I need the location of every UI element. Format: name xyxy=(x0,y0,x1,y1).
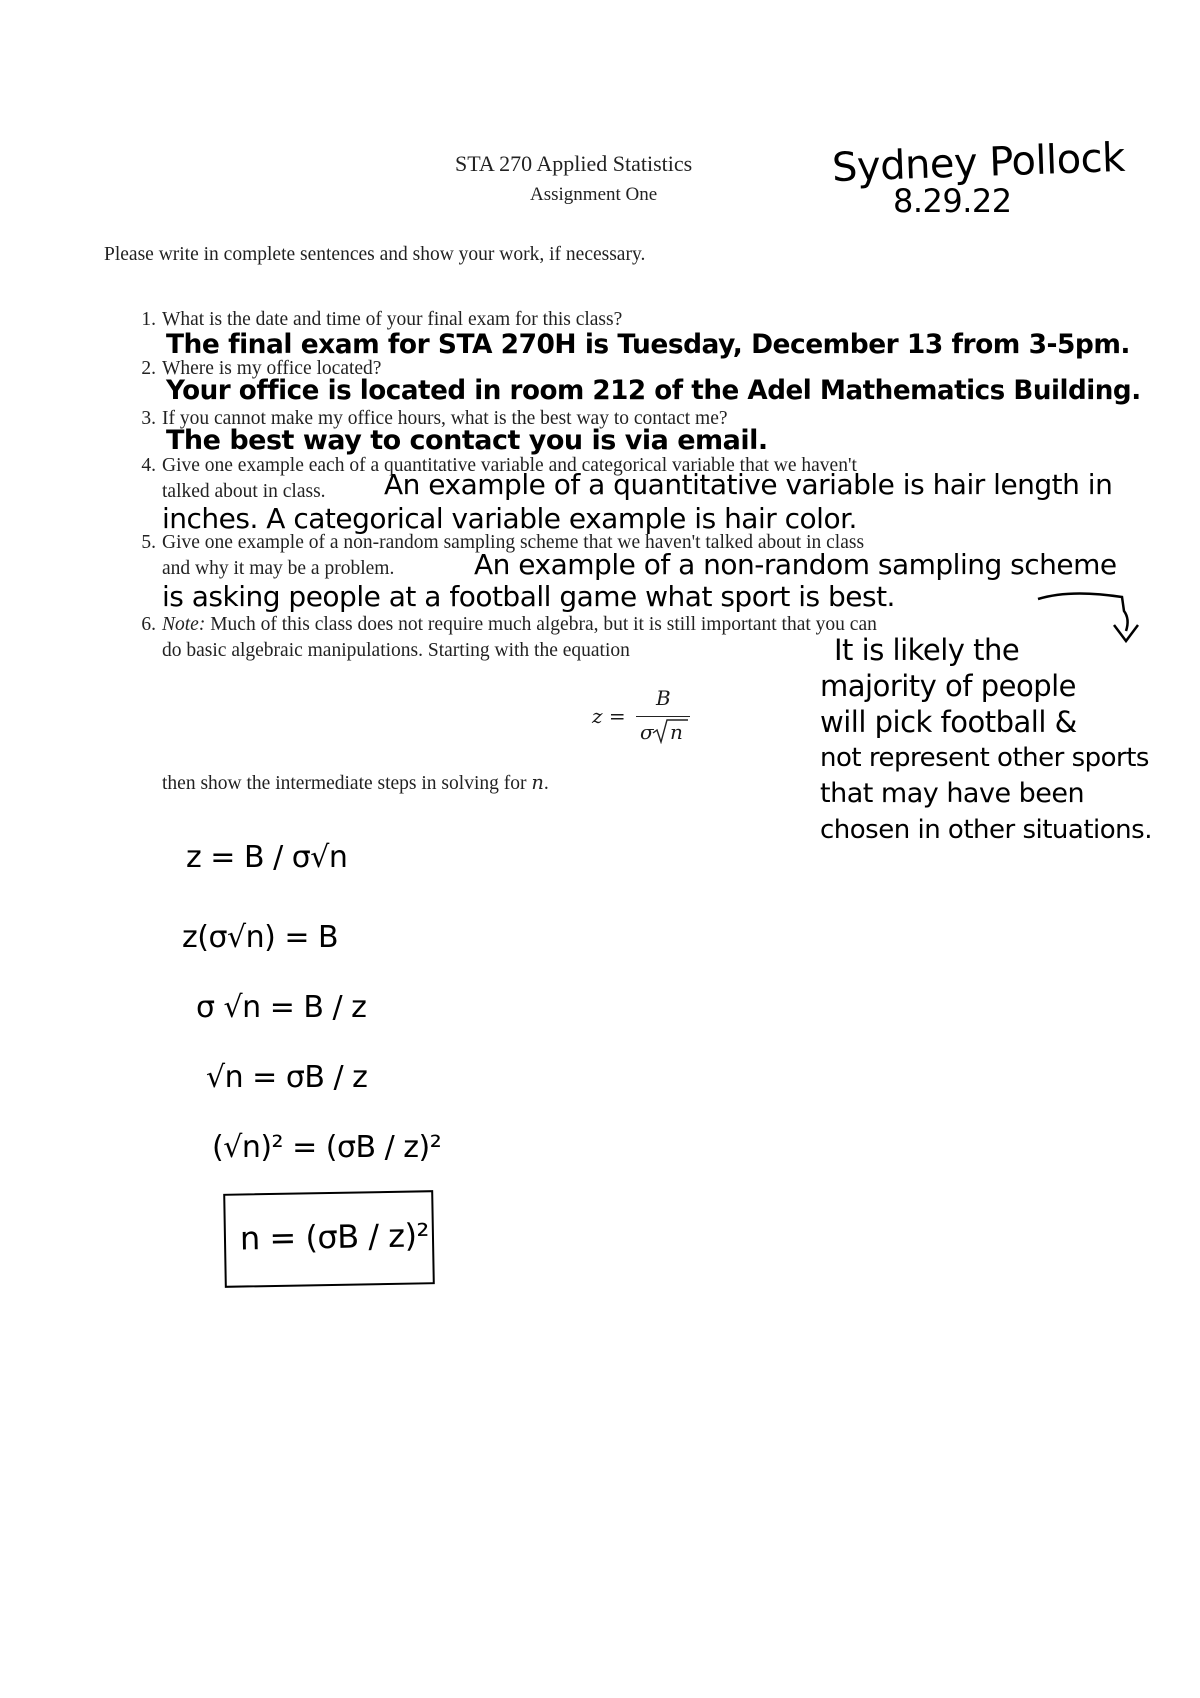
question-number: 1. xyxy=(141,309,156,330)
side-answer-line: that may have been xyxy=(820,778,1085,809)
question-text: talked about in class. xyxy=(162,481,326,502)
course-title: STA 270 Applied Statistics xyxy=(455,151,693,176)
side-answer-line: will pick football & xyxy=(820,705,1077,739)
equation-lhs: z = xyxy=(592,704,626,728)
equation-denominator-n: n xyxy=(670,720,683,744)
question-text: If you cannot make my office hours, what is the best way to contact me? xyxy=(162,408,728,429)
answer-1: The final exam for STA 270H is Tuesday, December 13 from 3-5pm. xyxy=(166,329,1130,360)
assignment-subtitle: Assignment One xyxy=(530,184,658,205)
question-text: Much of this class does not require much algebra, but it is still important that you can xyxy=(210,614,877,635)
question-text: Give one example each of a quantitative variable and categorical variable that we haven't xyxy=(162,455,857,476)
final-answer-box xyxy=(223,1190,435,1288)
question-text: do basic algebraic manipulations. Starting with the equation xyxy=(162,640,630,661)
question-text: and why it may be a problem. xyxy=(162,558,395,579)
side-answer-line: not represent other sports xyxy=(820,743,1149,773)
question-text: What is the date and time of your final exam for this class? xyxy=(162,309,623,330)
question-number: 4. xyxy=(141,455,156,476)
answer-4-line-1: An example of a quantitative variable is hair length in xyxy=(384,468,1113,501)
answer-5-line-2: is asking people at a football game what sport is best. xyxy=(162,580,895,613)
equation-numerator: B xyxy=(656,686,671,710)
work-step-4: √n = σB / z xyxy=(206,1060,368,1095)
question-number: 5. xyxy=(141,532,156,553)
work-step-5: (√n)² = (σB / z)² xyxy=(212,1130,442,1165)
side-answer-line: chosen in other situations. xyxy=(820,815,1152,845)
question-6-continuation: then show the intermediate steps in solving for n. xyxy=(162,771,549,794)
question-number: 3. xyxy=(141,408,156,429)
side-answer-line: majority of people xyxy=(820,669,1077,703)
equation-denominator-sigma: σ xyxy=(640,720,654,744)
work-step-3: σ √n = B / z xyxy=(196,990,367,1025)
work-step-2: z(σ√n) = B xyxy=(182,920,339,955)
answer-3: The best way to contact you is via email. xyxy=(166,425,768,456)
question-text: Give one example of a non-random sampling scheme that we haven't talked about in class xyxy=(162,532,865,553)
fraction-bar xyxy=(636,716,690,717)
question-text: then show the intermediate steps in solving for xyxy=(162,773,527,794)
handwritten-date: 8.29.22 xyxy=(893,182,1012,220)
question-text: Where is my office located? xyxy=(162,358,382,379)
note-label: Note: xyxy=(162,614,206,635)
work-step-6: n = (σB / z)² xyxy=(239,1216,430,1258)
student-name: Sydney Pollock xyxy=(831,134,1126,192)
answer-5-line-1: An example of a non-random sampling scheme xyxy=(474,548,1117,581)
solve-variable: n xyxy=(531,771,544,794)
instructions: Please write in complete sentences and show your work, if necessary. xyxy=(104,244,646,265)
side-answer-line: It is likely the xyxy=(834,633,1020,667)
question-6 xyxy=(126,612,877,664)
answer-2: Your office is located in room 212 of the Adel Mathematics Building. xyxy=(166,375,1141,406)
equation xyxy=(592,686,702,750)
work-step-1: z = B / σ√n xyxy=(186,840,348,875)
question-number: 2. xyxy=(141,358,156,379)
answer-4-line-2: inches. A categorical variable example is hair color. xyxy=(162,502,857,535)
question-number: 6. xyxy=(141,614,156,635)
side-answer xyxy=(820,632,1152,848)
